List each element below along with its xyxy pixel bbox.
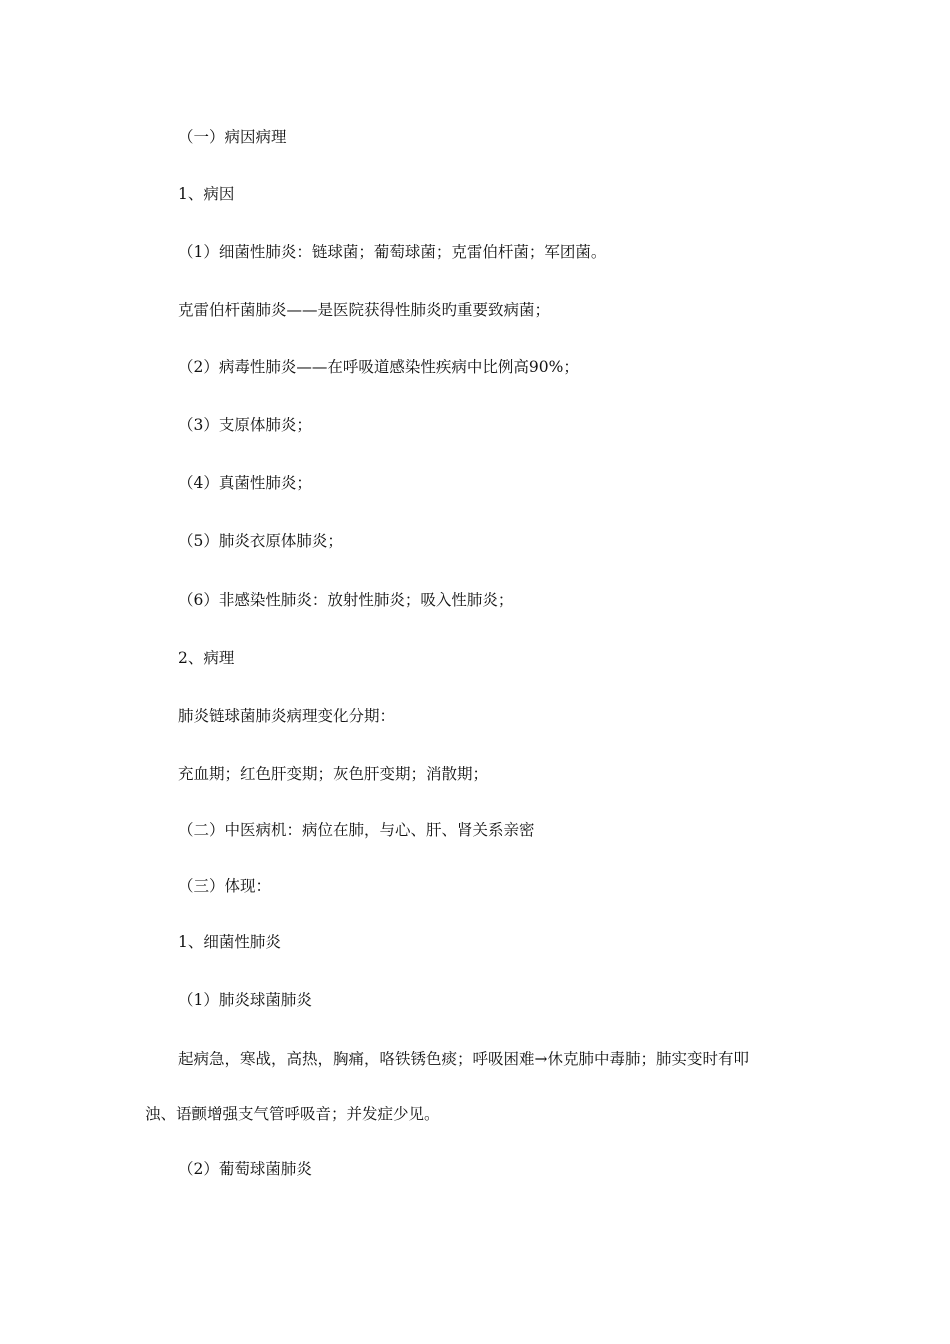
- paragraph-noninfectious: （6）非感染性肺炎：放射性肺炎；吸入性肺炎；: [178, 591, 514, 609]
- subheading-pathology: 2、病理: [178, 649, 235, 667]
- paragraph-mycoplasma: （3）支原体肺炎；: [178, 416, 312, 434]
- paragraph-pneumococcal-symptoms-2: 浊、语颤增强支气管呼吸音；并发症少见。: [145, 1105, 440, 1123]
- section-heading-etiology-pathology: （一）病因病理: [178, 128, 287, 146]
- paragraph-klebsiella: 克雷伯杆菌肺炎——是医院获得性肺炎旳重要致病菌；: [178, 301, 551, 319]
- subheading-staphylococcal: （2）葡萄球菌肺炎: [178, 1160, 312, 1178]
- paragraph-pathology-stages: 充血期；红色肝变期；灰色肝变期；消散期；: [178, 765, 489, 783]
- subheading-pneumococcal: （1）肺炎球菌肺炎: [178, 991, 312, 1009]
- paragraph-chlamydia: （5）肺炎衣原体肺炎；: [178, 532, 343, 550]
- section-heading-tcm-mechanism: （二）中医病机：病位在肺，与心、肝、肾关系亲密: [178, 821, 535, 839]
- paragraph-pneumococcal-symptoms-1: 起病急，寒战，高热，胸痛，咯铁锈色痰；呼吸困难→休克肺中毒肺；肺实变时有叩: [178, 1050, 749, 1068]
- paragraph-fungal: （4）真菌性肺炎；: [178, 474, 312, 492]
- subheading-bacterial-pneumonia: 1、细菌性肺炎: [178, 933, 281, 951]
- paragraph-bacterial-pneumonia: （1）细菌性肺炎：链球菌；葡萄球菌；克雷伯杆菌；军团菌。: [178, 243, 607, 261]
- subheading-etiology: 1、病因: [178, 185, 235, 203]
- paragraph-viral-pneumonia: （2）病毒性肺炎——在呼吸道感染性疾病中比例高90%；: [178, 358, 579, 376]
- paragraph-pathology-stages-intro: 肺炎链球菌肺炎病理变化分期：: [178, 707, 396, 725]
- section-heading-manifestations: （三）体现：: [178, 877, 272, 895]
